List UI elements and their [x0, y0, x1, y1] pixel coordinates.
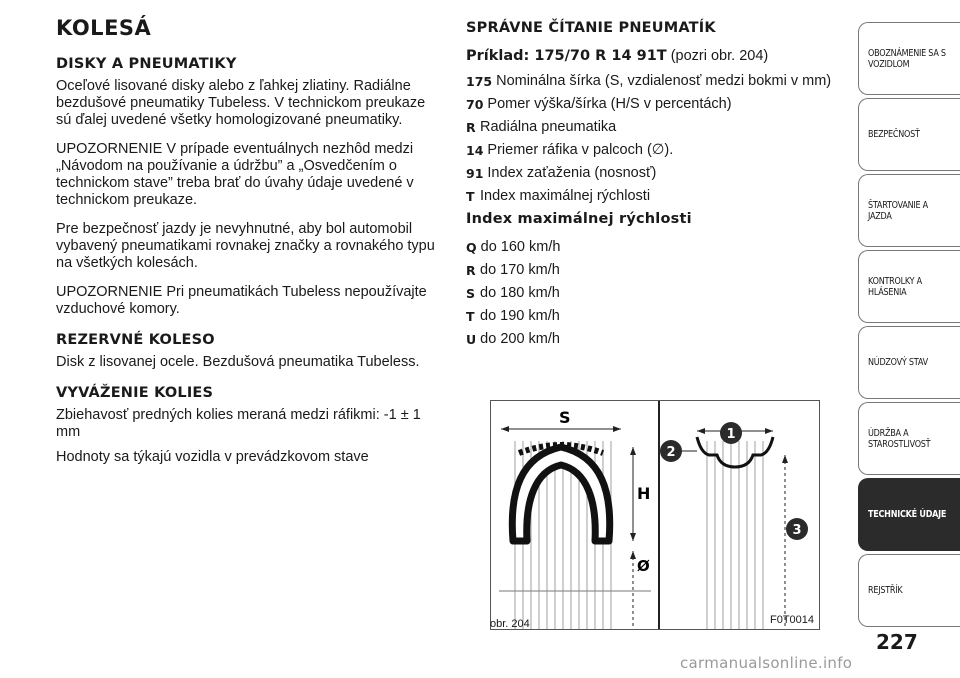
- list-item: [466, 165, 846, 182]
- page-number: 227: [876, 630, 918, 654]
- item-code: U: [466, 332, 477, 347]
- section-heading-spare: REZERVNÉ KOLESO: [56, 332, 215, 348]
- chapter-tab-label: TECHNICKÉ ÚDAJE: [868, 509, 947, 520]
- chapter-tab-label: OBOZNÁMENIE SA S VOZIDLOM: [868, 47, 946, 70]
- section-heading-tire-reading: SPRÁVNE ČÍTANIE PNEUMATÍK: [466, 20, 716, 36]
- chapter-tab-label: ŠTARTOVANIE A JAZDA: [868, 199, 928, 222]
- list-item: [466, 331, 846, 348]
- list-item: [466, 308, 846, 325]
- tire-code-list: [466, 73, 846, 205]
- item-code: S: [466, 286, 476, 301]
- chapter-tab[interactable]: [858, 326, 960, 399]
- chapter-tab-label: NÚDZOVÝ STAV: [868, 357, 928, 368]
- chapter-tab[interactable]: [858, 98, 960, 171]
- item-description: Priemer ráfika v palcoch (∅).: [487, 142, 674, 158]
- item-code: Q: [466, 240, 477, 255]
- item-description: do 180 km/h: [480, 285, 560, 301]
- list-item: [466, 262, 846, 279]
- callout-3: [786, 518, 808, 540]
- list-item: [466, 119, 846, 136]
- item-description: Nominálna šírka (S, vzdialenosť medzi bokmi v mm): [496, 73, 832, 89]
- svg-text:2: 2: [666, 445, 676, 460]
- watermark: carmanualsonline.info: [680, 654, 853, 672]
- section-heading-disks: DISKY A PNEUMATIKY: [56, 56, 237, 72]
- item-code: R: [466, 263, 476, 278]
- tire-diagram-svg: [491, 401, 819, 629]
- chapter-tab[interactable]: [858, 250, 960, 323]
- speed-index-heading: Index maximálnej rýchlosti: [466, 211, 692, 227]
- svg-text:1: 1: [726, 427, 736, 442]
- item-code: T: [466, 309, 475, 324]
- label-h: H: [637, 484, 651, 503]
- svg-text:3: 3: [792, 523, 802, 538]
- chapter-tab-label: KONTROLKY A HLÁSENIA: [868, 275, 922, 298]
- chapter-tab-label: BEZPEČNOSŤ: [868, 129, 920, 140]
- chapter-tabs: [858, 22, 960, 630]
- chapter-tab[interactable]: [858, 478, 960, 551]
- item-description: do 160 km/h: [480, 239, 561, 255]
- list-item: [466, 239, 846, 256]
- paragraph: Pre bezpečnosť jazdy je nevyhnutné, aby bol automobil vybavený pneumatikami rovnakej značky a rovnakého typu na všetkých kolesách.: [56, 221, 435, 271]
- figure-code: F0T0014: [770, 614, 815, 626]
- item-description: Index maximálnej rýchlosti: [480, 188, 651, 204]
- label-s: S: [559, 408, 571, 427]
- chapter-tab-label: REJSTŘÍK: [868, 585, 903, 596]
- callout-2: [660, 440, 682, 462]
- chapter-tab[interactable]: [858, 554, 960, 627]
- item-code: R: [466, 120, 476, 135]
- chapter-tab[interactable]: [858, 174, 960, 247]
- item-description: do 170 km/h: [480, 262, 560, 278]
- paragraph: UPOZORNENIE Pri pneumatikách Tubeless nepoužívajte vzduchové komory.: [56, 284, 427, 317]
- page-title: KOLESÁ: [56, 16, 152, 40]
- list-item: [466, 188, 846, 205]
- example-ref: (pozri obr. 204): [670, 48, 769, 64]
- list-item: [466, 96, 846, 113]
- item-description: do 200 km/h: [480, 331, 560, 347]
- item-code: 175: [466, 74, 493, 89]
- item-code: T: [466, 189, 475, 204]
- paragraph: Hodnoty sa týkajú vozidla v prevádzkovom stave: [56, 449, 369, 465]
- example-label: Príklad: 175/70 R 14 91T: [466, 48, 667, 64]
- list-item: [466, 285, 846, 302]
- item-description: Index zaťaženia (nosnosť): [487, 165, 657, 181]
- list-item: [466, 73, 846, 90]
- chapter-tab[interactable]: [858, 402, 960, 475]
- label-diameter: Ø: [637, 557, 650, 575]
- left-column: [56, 14, 436, 478]
- item-description: Radiálna pneumatika: [480, 119, 617, 135]
- example-line: [466, 48, 846, 65]
- paragraph: Disk z lisovanej ocele. Bezdušová pneumatika Tubeless.: [56, 354, 420, 370]
- item-code: 91: [466, 166, 484, 181]
- chapter-tab[interactable]: [858, 22, 960, 95]
- item-description: Pomer výška/šírka (H/S v percentách): [487, 96, 732, 112]
- item-description: do 190 km/h: [480, 308, 560, 324]
- hatch-right: [707, 441, 763, 629]
- list-item: [466, 142, 846, 159]
- right-column: [466, 14, 846, 354]
- callout-1: [720, 422, 742, 444]
- paragraph: Oceľové lisované disky alebo z ľahkej zliatiny. Radiálne bezdušové pneumatiky Tubeless. V technickom preukaze sú ďalej uvedené všetky homologizované pneumatiky.: [56, 78, 426, 128]
- paragraph: UPOZORNENIE V prípade eventuálnych nezhôd medzi „Návodom na používanie a údržbu” a „Osvedčením o technickom stave” treba brať do úvahy údaje uvedené v technickom preukaze.: [56, 141, 414, 208]
- tire-diagram: [490, 400, 820, 630]
- item-code: 70: [466, 97, 484, 112]
- item-code: 14: [466, 143, 484, 158]
- speed-index-list: [466, 239, 846, 348]
- chapter-tab-label: ÚDRŽBA A STAROSTLIVOSŤ: [868, 427, 931, 450]
- paragraph: Zbiehavosť predných kolies meraná medzi ráfikmi: -1 ± 1 mm: [56, 407, 421, 440]
- section-heading-balance: VYVÁŽENIE KOLIES: [56, 385, 214, 401]
- figure-caption: obr. 204: [490, 618, 530, 630]
